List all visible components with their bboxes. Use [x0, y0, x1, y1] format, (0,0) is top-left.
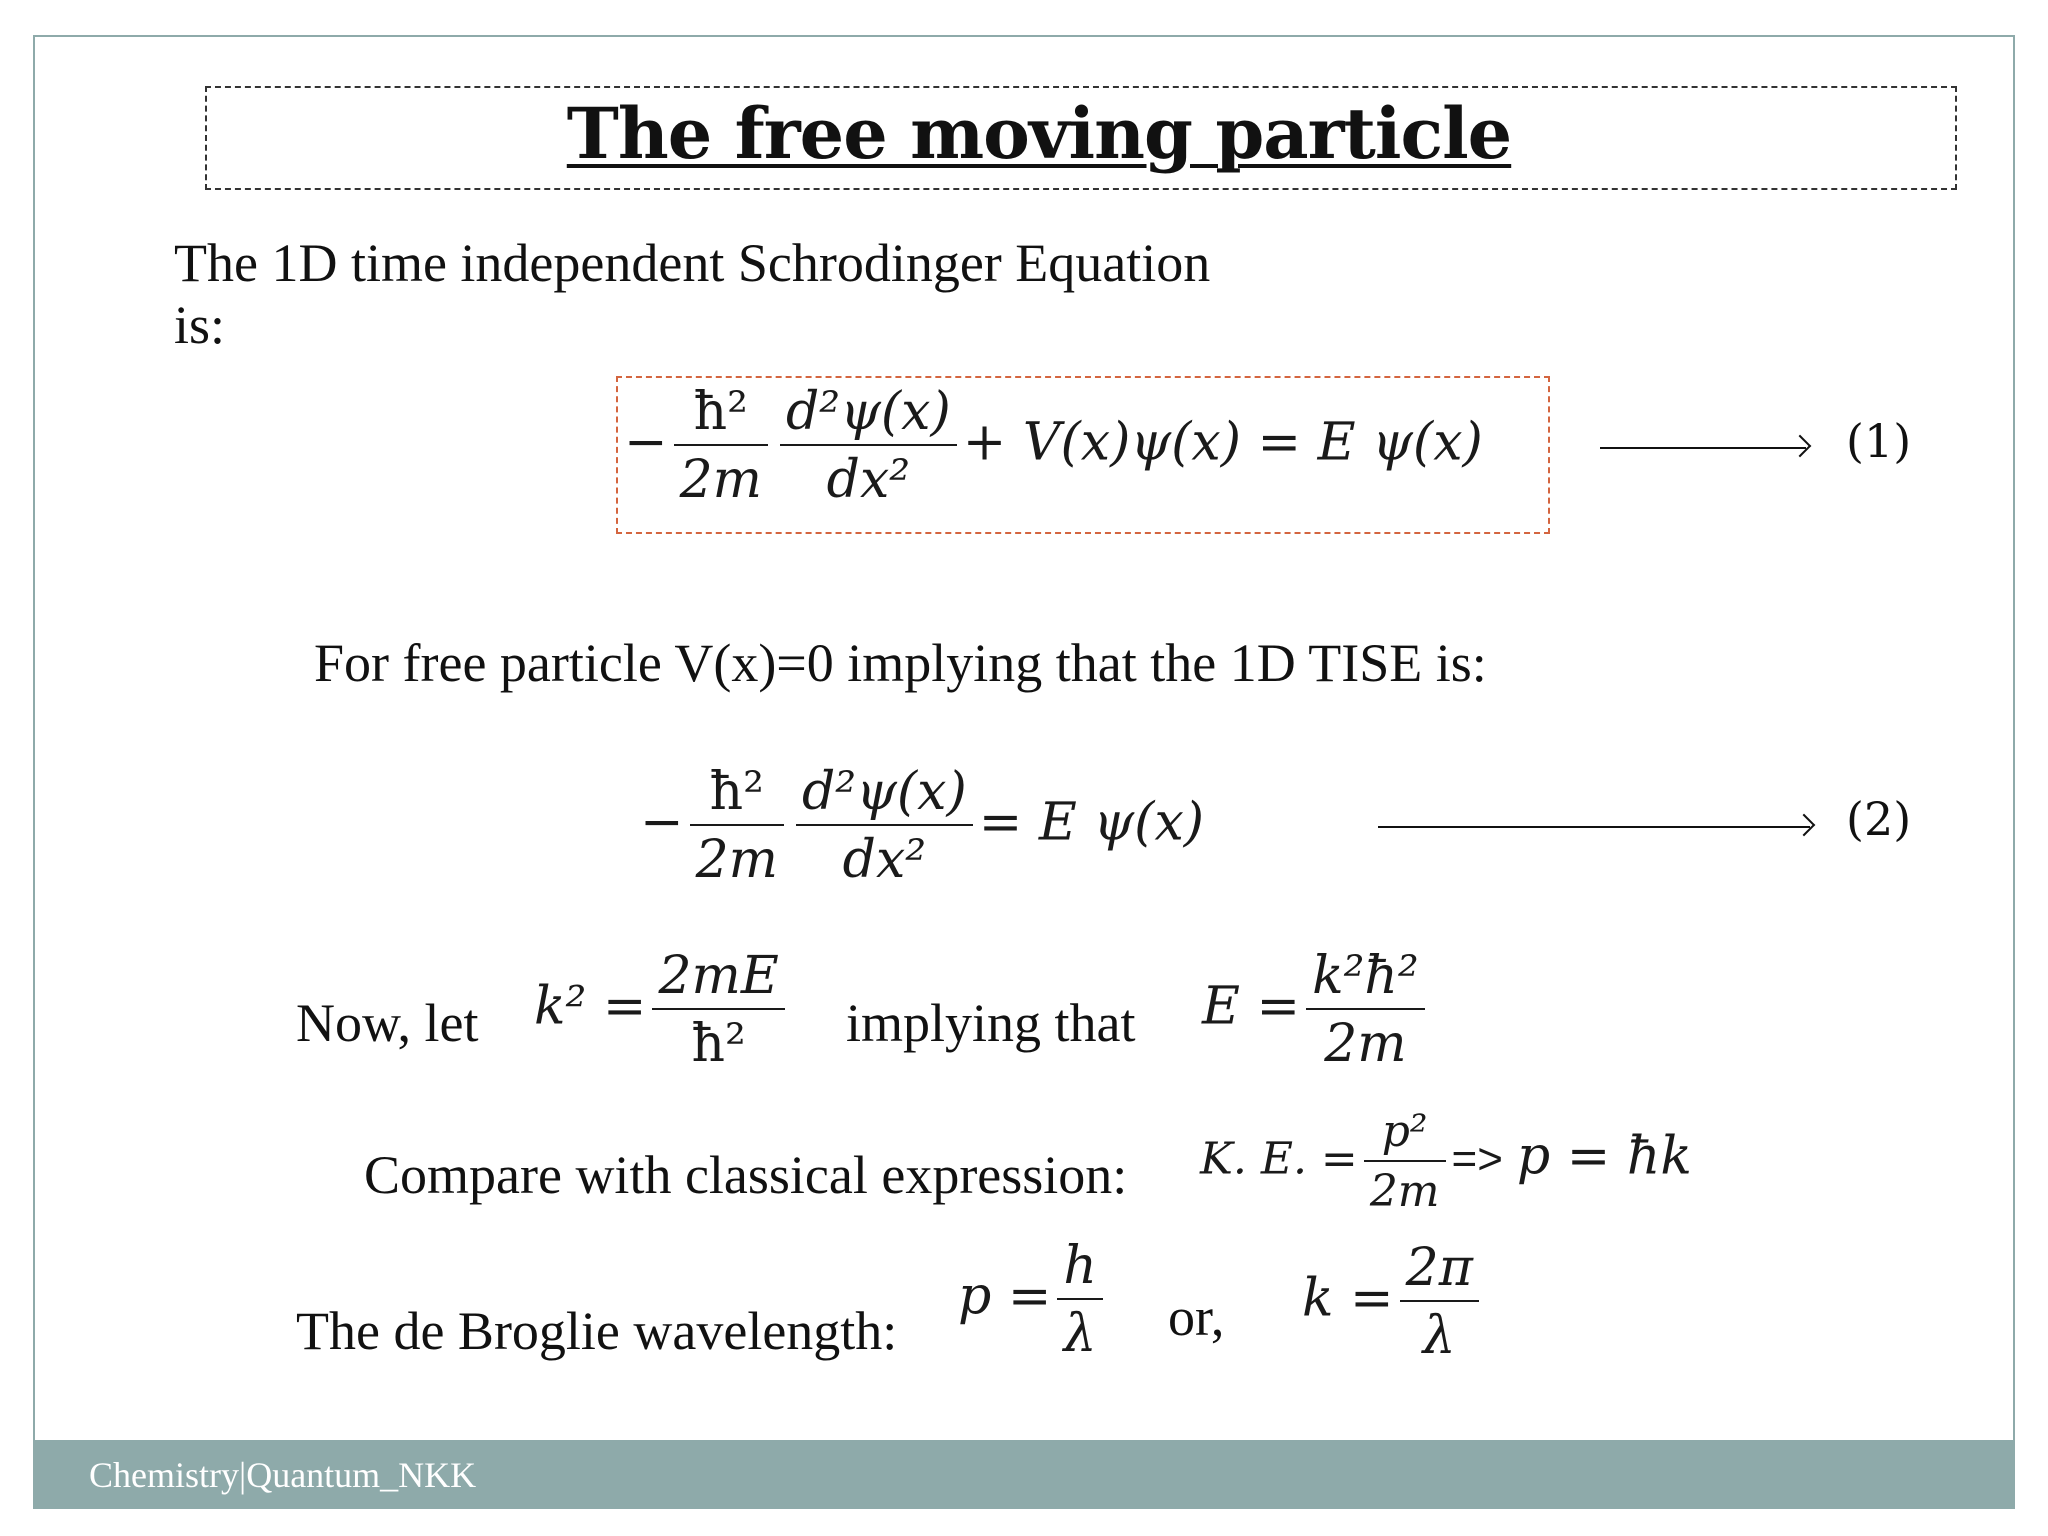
k-lhs: k =	[1302, 1268, 1394, 1329]
eq1-dx2: dx²	[780, 444, 957, 506]
arrow-eq1	[1600, 447, 1806, 449]
energy-expression	[1202, 946, 1431, 1074]
p-den: λ	[1057, 1298, 1103, 1360]
compare-label: Compare with classical expression:	[364, 1145, 1128, 1205]
eq2-dx2: dx²	[796, 824, 973, 886]
arrow-eq2	[1378, 826, 1810, 828]
p-fraction	[1057, 1236, 1103, 1364]
eq1-rest: + V(x)ψ(x) = E ψ(x)	[962, 412, 1483, 473]
eq2-two-m: 2m	[690, 824, 784, 886]
classical-ke-expression	[1200, 1106, 1692, 1217]
energy-num: k²ħ²	[1312, 946, 1419, 1006]
k-fraction	[1400, 1238, 1479, 1366]
ke-lhs: K. E. =	[1200, 1133, 1358, 1185]
energy-lhs: E =	[1202, 976, 1301, 1037]
eq2-minus: −	[640, 792, 684, 853]
k-num: 2π	[1405, 1238, 1473, 1298]
eq1-two-m: 2m	[674, 444, 768, 506]
k-sq-den: ħ²	[652, 1008, 784, 1070]
or-text: or,	[1168, 1287, 1225, 1347]
p-lhs: p =	[958, 1266, 1052, 1327]
eq2-d2psi: d²ψ(x)	[801, 762, 967, 822]
k-sq-num: 2mE	[658, 946, 779, 1006]
equation-2-number: (2)	[1846, 792, 1912, 846]
eq1-d2psi: d²ψ(x)	[785, 382, 951, 442]
eq2-h-sq: ħ²	[709, 762, 764, 822]
ke-implies: =>	[1451, 1134, 1503, 1184]
eq1-minus: −	[624, 412, 668, 473]
eq2-rest: = E ψ(x)	[978, 792, 1205, 853]
momentum-relation: p = ħk	[1516, 1126, 1692, 1187]
slide-title: The free moving particle	[566, 92, 1512, 175]
k-den: λ	[1400, 1300, 1479, 1362]
energy-den: 2m	[1306, 1008, 1425, 1070]
ke-num: p²	[1381, 1106, 1428, 1157]
footer-text: Chemistry|Quantum_NKK	[89, 1455, 477, 1495]
p-num: h	[1063, 1236, 1097, 1296]
footer-bar	[35, 1440, 2013, 1507]
wavenumber-wavelength	[1302, 1238, 1485, 1366]
intro-line-2: is:	[174, 295, 226, 355]
eq2-fraction-h	[690, 762, 784, 890]
equation-1-number: (1)	[1846, 414, 1912, 468]
de-broglie-label: The de Broglie wavelength:	[296, 1301, 898, 1361]
equation-1	[624, 382, 1483, 510]
eq1-h-sq: ħ²	[693, 382, 748, 442]
equation-2	[640, 762, 1205, 890]
momentum-wavelength	[958, 1236, 1109, 1364]
intro-line-1: The 1D time independent Schrodinger Equation	[174, 233, 1211, 293]
eq1-fraction-d	[780, 382, 957, 510]
k-sq-fraction	[652, 946, 784, 1074]
ke-fraction	[1364, 1106, 1446, 1217]
k-sq-lhs: k² =	[534, 976, 647, 1037]
eq1-fraction-h	[674, 382, 768, 510]
free-particle-text: For free particle V(x)=0 implying that the 1D TISE is:	[314, 633, 1487, 693]
eq2-fraction-d	[796, 762, 973, 890]
energy-fraction	[1306, 946, 1425, 1074]
implying-that-text: implying that	[846, 993, 1136, 1053]
now-let-label: Now, let	[296, 993, 479, 1053]
k-squared-definition	[534, 946, 791, 1074]
ke-den: 2m	[1364, 1160, 1446, 1214]
